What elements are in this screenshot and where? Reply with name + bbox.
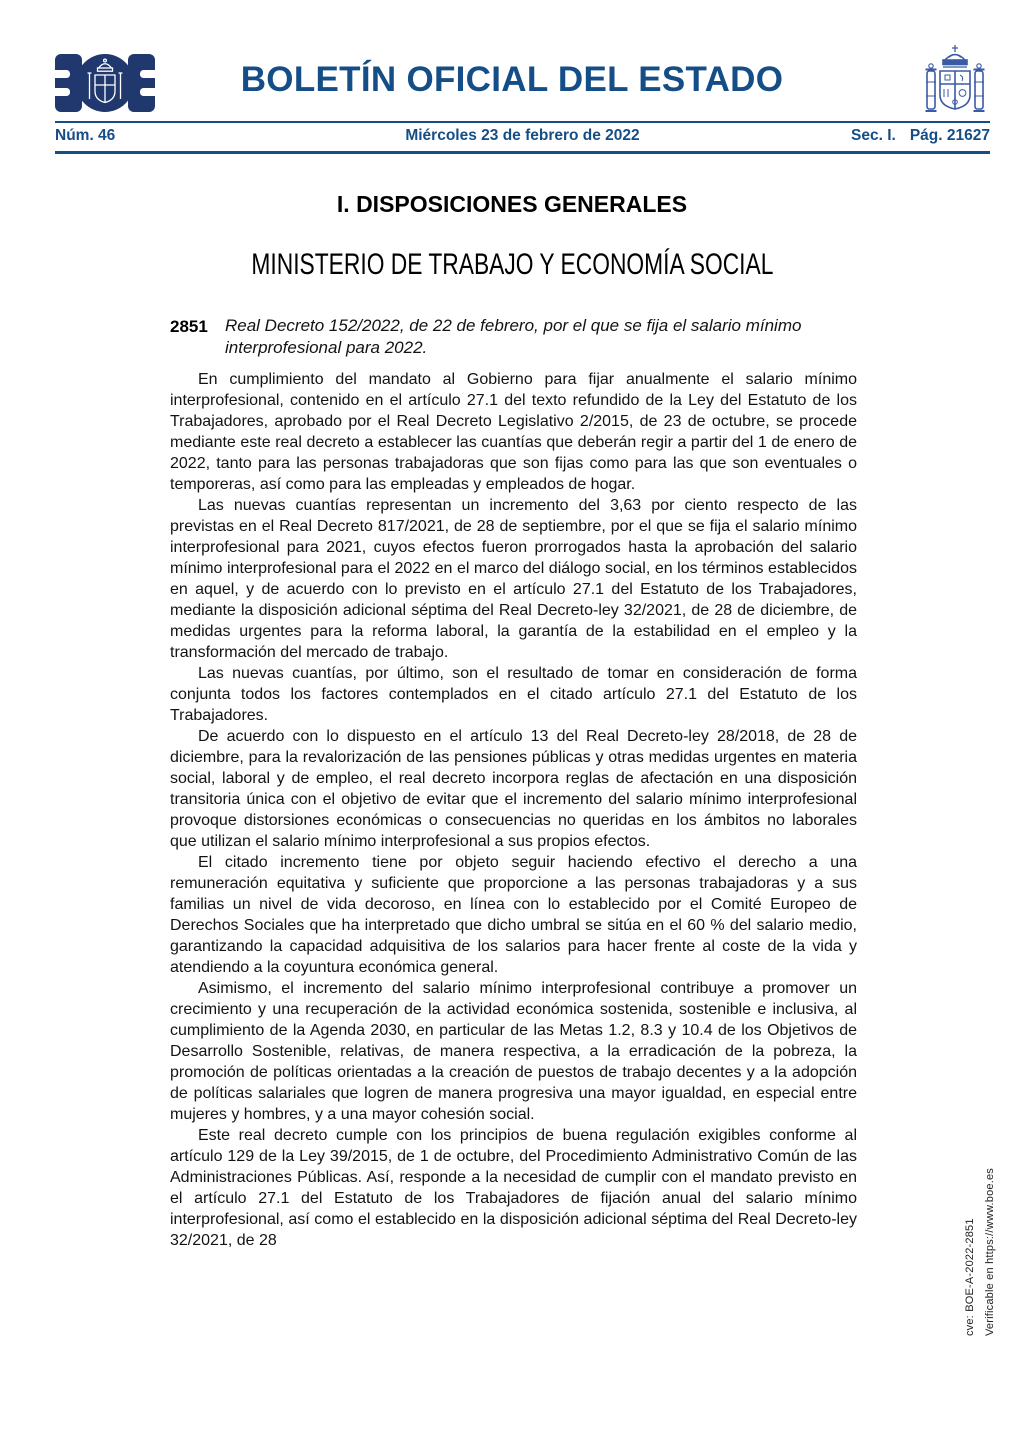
header-rule-bottom [55,151,990,154]
paragraph: Las nuevas cuantías representan un incremento del 3,63 por ciento respecto de las previstas en el Real Decreto 817/2021, de 28 de septiembre, por el que se fija el salario mínimo interprofesional para 2021, cuyos efectos fueron prorrogados hasta la aprobación del salario mínimo interprofesional para el 2022 en el marco del diálogo social, en los términos establecidos en aquel, y de acuerdo con lo previsto en el artículo 27.1 del Estatuto de los Trabajadores, mediante la disposición adicional séptima del Real Decreto-ley 32/2021, de 28 de diciembre, de medidas urgentes para la reforma laboral, la garantía de la estabilidad en el empleo y la transformación del mercado de trabajo. [170,497,857,661]
decree-heading [170,315,857,359]
ministry-heading [0,248,1024,282]
ministry-heading-text: MINISTERIO DE TRABAJO Y ECONOMÍA SOCIAL [250,248,773,281]
issue-number: Núm. 46 [55,127,116,144]
paragraph: Asimismo, el incremento del salario mínimo interprofesional contribuye a promover un crecimiento y una recuperación de la actividad económica sostenida, sostenible e inclusiva, al cumplimiento de la Agenda 2030, en particular de las Metas 1.2, 8.3 y 10.4 de los Objetivos de Desarrollo Sostenible, relativas, de manera respectiva, a la erradicación de la pobreza, la promoción de políticas orientadas a la creación de puestos de trabajo decentes y a la adopción de políticas salariales que logren de manera progresiva una mayor igualdad, en especial entre mujeres y hombres, y a una mayor cohesión social. [170,980,857,1123]
paragraph: En cumplimiento del mandato al Gobierno para fijar anualmente el salario mínimo interprofesional, contenido en el artículo 27.1 del texto refundido de la Ley del Estatuto de los Trabajadores, aprobado por el Real Decreto Legislativo 2/2015, de 23 de octubre, se procede mediante este real decreto a establecer las cuantías que deberán regir a partir del 1 de enero de 2022, tanto para las personas trabajadoras que son fijas como para las que son eventuales o temporeras, así como para las empleadas y empleados de hogar. [170,371,857,493]
decree-title: Real Decreto 152/2022, de 22 de febrero, por el que se fija el salario mínimo interprofesional para 2022. [225,316,802,357]
header-meta-row [55,127,990,145]
paragraph: Este real decreto cumple con los principios de buena regulación exigibles conforme al artículo 129 de la Ley 39/2015, de 1 de octubre, del Procedimiento Administrativo Común de las Administraciones Públicas. Así, responde a la necesidad de cumplir con el mandato previsto en el artículo 27.1 del Estatuto de los Trabajadores de fijación anual del salario mínimo interprofesional, así como el establecido en la disposición adicional séptima del Real Decreto-ley 32/2021, de 28 [170,1127,857,1249]
decree-preamble [170,369,857,1251]
paragraph: Las nuevas cuantías, por último, son el resultado de tomar en consideración de forma conjunta todos los factores contemplados en el citado artículo 27.1 del Estatuto de los Trabajadores. [170,665,857,724]
decree-number: 2851 [170,317,208,336]
paragraph: El citado incremento tiene por objeto seguir haciendo efectivo el derecho a una remuneración equitativa y suficiente que proporcione a las personas trabajadoras y a sus familias un nivel de vida decoroso, en línea con lo establecido por el Comité Europeo de Derechos Sociales que ha interpretado que dicho umbral se sitúa en el 60 % del salario medio, garantizando la capacidad adquisitiva de los salarios para hacer frente al coste de la vida y atendiendo a la coyuntura económica general. [170,854,857,976]
paragraph: De acuerdo con lo dispuesto en el artículo 13 del Real Decreto-ley 28/2018, de 28 de diciembre, para la revalorización de las pensiones públicas y otras medidas urgentes en materia social, laboral y de empleo, el real decreto incorpora reglas de afectación en una disposición transitoria única con el objetivo de evitar que el incremento del salario mínimo interprofesional provoque distorsiones económicas o consecuencias no queridas en los ámbitos no laborales que utilizan el salario mínimo interprofesional a sus propios efectos. [170,728,857,850]
gazette-title: BOLETÍN OFICIAL DEL ESTADO [240,60,784,99]
verification-url: Verificable en https://www.boe.es [984,1167,996,1336]
spain-coat-of-arms-icon [924,44,986,127]
header-date: Miércoles 23 de febrero de 2022 [405,127,640,144]
cve-code: cve: BOE-A-2022-2851 [964,1218,976,1336]
verification-sidebar [960,1168,1000,1336]
section-label: Sec. I. [851,127,896,144]
page-number: Pág. 21627 [909,127,990,144]
section-heading: I. DISPOSICIONES GENERALES [336,191,688,217]
header-rule-top [55,121,990,123]
